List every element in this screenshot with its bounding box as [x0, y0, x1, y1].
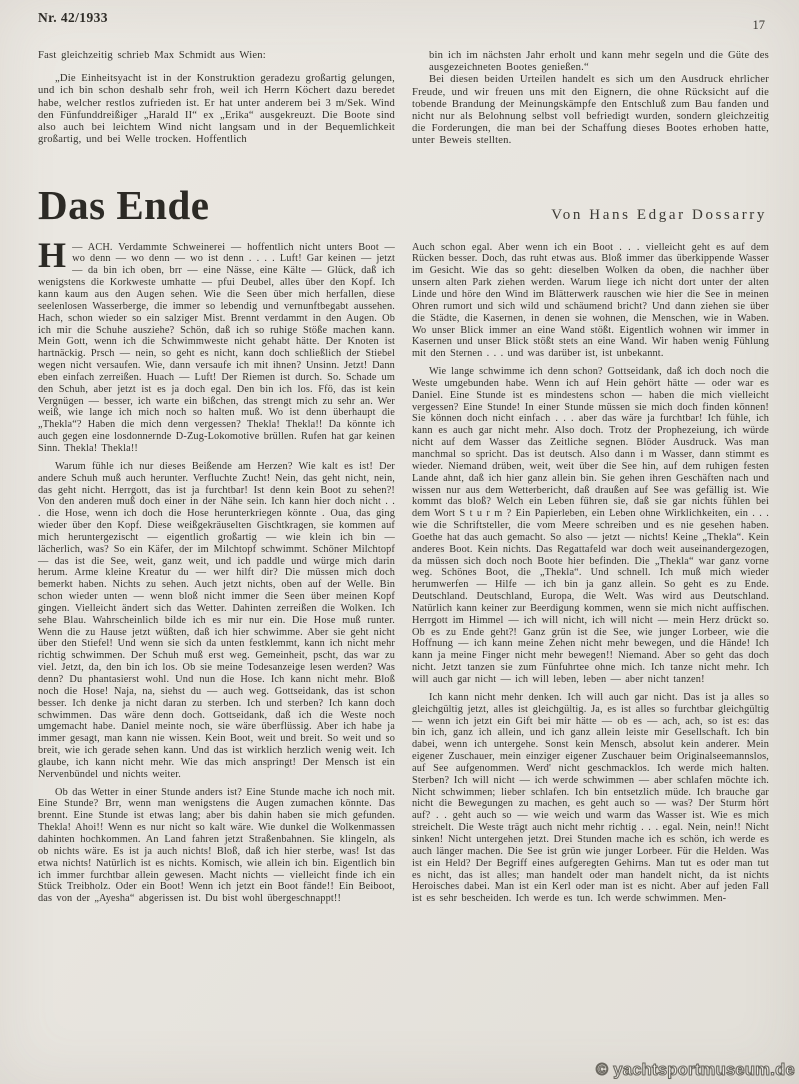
article-body [38, 234, 769, 911]
issue-number: Nr. 42/1933 [38, 10, 108, 25]
paragraph-text: — ACH. Verdammte Schweinerei — hoffentlich nicht unters Boot — wo denn — wo denn — wo ist denn . . . . Luft! Gar keinen — jetzt — da bin ich oben, brr — eine Nässe, eine Kälte — Glück, daß ich wenigstens die Korkweste umhatte — pfui Deubel, alles über den Kopf. Ich kann kaum aus den Augen sehen. Wie die Seen über mich herfallen, diese seelenlosen Wasserberge, die immer so lebendig und vernunftbegabt aussehen. Hach, schon wieder so ein salziger Mist. Brennt verdammt in den Augen. Ob ich mir die Schuhe ausziehe? Schön, daß ich so ruhige Stöße machen kann. Mein Gott, wenn ich die Schwimmweste nicht gehabt hätte. Der Knoten ist hartnäckig. Prsch — nein, so geht es nicht, kann doch schließlich der Stiebel wegen nicht versaufen. Wie, dann versaufe ich mit ihnen? Unsinn. Jetzt! Dann eben einfach zerreißen. Huach — Luft! Der Riemen ist durch. So. Schade um den Schuh, aber jetzt ist es ja doch egal. Den bin ich los. Ffö, das ist kein Vergnügen — besser, ich warte ein bißchen, das strengt mich zu sehr an. Wer weiß, wie lange ich mich noch so halten muß. Wo ist denn überhaupt die „Thekla“? Haben die mich denn vergessen? Thekla! Thekla!! Da könnte ich auch gegen eine losdonnernde D-Zug-Lokomotive brüllen. Rufen hat gar keinen Sinn. Thekla! Thekla!! [38, 241, 395, 454]
article-left-column [38, 234, 395, 911]
drop-cap: H [38, 234, 67, 275]
watermark-credit: © yachtsportmuseum.de [595, 1061, 795, 1079]
intro-closing-paragraph: Bei diesen beiden Urteilen handelt es sich um den Ausdruck ehrlicher Freude, und wir freuen uns mit den Eignern, die ohne Rücksicht auf die tobende Brandung der Meinungskämpfe den Entschluß zum Bau fanden und nicht nur als Belohnung selbst voll befriedigt wurden, sondern gleichzeitig die Forderungen, die man bei der Schaffung dieses Bootes erhoben hatte, unter Beweis stellten. [412, 74, 769, 147]
intro-lead-line: Fast gleichzeitig schrieb Max Schmidt aus Wien: [38, 50, 266, 61]
article-title: Das Ende [38, 181, 210, 228]
article-byline: Von Hans Edgar Dossarry [551, 206, 767, 223]
article-right-column [412, 242, 769, 911]
intro-section [38, 50, 769, 148]
page-header [38, 10, 769, 33]
article-title-row [38, 181, 769, 229]
paragraph: Warum fühle ich nur dieses Beißende am Herzen? Wie kalt es ist! Der andere Schuh muß auch herunter. Verfluchte Zucht! Nein, das geht nicht, nein, das geht nicht. Herrgott, das ist ja furchtbar! Ist denn kein Boot zu sehen?! Von den anderen muß doch einer in der Nähe sein. Ich kann hier doch nicht . . . die Hose, wenn ich doch die Hose herunterkriegen könnte . Oua, das ging wieder über den Kopf. Diese weißgekräuselten Gischtkragen, sie kommen auf mich heruntergezischt — eigentlich großartig — wie klein ich bin — lächerlich, was? So ein Käfer, der im Milchtopf schwimmt. Schöner Milchtopf — das ist die See, weit, ganz weit, und ich paddle und würge mich darin herum. Arme kleine Kreatur du — wer hilft dir? Die müssen mich doch bemerkt haben. Nichts zu sehen. Auch jetzt nichts, oben auf der Welle. Bin schon wieder unten — wenn bloß nicht immer die Seen über meinen Kopf gingen. Vielleicht ändert sich das Wetter. Dahinten zerreißen die Wolken. Ich sehe Blau. Wahrscheinlich bilde ich es mir nur ein. Die Hose muß runter. Wenn die zu Hause jetzt wüßten, daß ich hier schwimme. Aber sie geht nicht über den Stiefel! Und wenn sie sich da unten festklemmt, kann ich nicht mehr richtig schwimmen. Der Schuh muß erst weg. Gemeinheit, pscht, das war zu viel. Jetzt, da, den bin ich los. Ob sie meine Todesanzeige lesen werden? Was denn? Du phantasierst wohl. Und nun die Hose. Ich kann nicht mehr. Bloß noch die Hose! Naja, na, siehst du — auch weg. Gottseidank, das ist schon besser. Ich denke ja nicht daran zu sterben. Ich und sterben? Ich kann doch schwimmen. Das wäre denn doch. Gottseidank, daß ich die Weste noch umgemacht habe. Daniel meinte noch, sie wäre überflüssig. Aber ich habe ja immer gesagt, man kann nie wissen. Kein Boot, weit und breit. So weit und so breit, wie ich gerade sehen kann. Und das ist wirklich herzlich wenig weit. Ich glaube, ich kann nicht mehr. Wie das mich anspringt! Der Mensch ist ein Nervenbündel und nichts weiter. [38, 460, 395, 780]
paragraph-with-dropcap [38, 234, 395, 455]
page-number: 17 [752, 18, 765, 32]
paragraph: Ich kann nicht mehr denken. Ich will auch gar nicht. Das ist ja alles so gleichgültig jetzt, alles ist gleichgültig. Ja, es ist alles so furchtbar gleichgültig — wenn ich jetzt ein Gift bei mir hätte — ob es — ach, ach, so ist es: das bin ich, ganz ich allein, und ich ganz allein leiste mir Gesellschaft. Ich bin dabei, wenn ich untergehe. Sonst kein Mensch, absolut kein anderer. Mein eigener Zuschauer, mein einziger eigener Zuschauer beim Originalseemannslos, auf See aufgenommen. Werd' nicht geschmacklos. Ich werde mich halten. Sterben? Ich will nicht — ich werde schwimmen — aber schlafen möchte ich. Nicht schwimmen; lieber schlafen. Ich bin entsetzlich müde. Ich brauche gar nicht die Bewegungen zu machen, es geht auch so — was? Der Sturm hört auf? . . geht auch so — wie weich und warm das Wasser ist. Wie es mich streichelt. Die Weste trägt auch nicht mehr richtig . . . egal. Nein, nein!! Nicht sinken! Nicht untergehen jetzt. Drei Stunden mache ich es schön, ich werde es auch länger machen. Die See ist grün wie junger Lorbeer. Für die Helden. Was ist ein Held? Der Begriff eines aufgeregten Gehirns. Man tut es oder man tut es nicht, das ist alles; man handelt oder man handelt nicht, da ist nichts Heroisches dabei. Man ist ein Kerl oder man ist es nicht. Aber auf jeden Fall ist es sehr bescheiden. Ich werde es tun. Ich werde schwimmen. Men- [412, 691, 769, 905]
paragraph: Auch schon egal. Aber wenn ich ein Boot . . . vielleicht geht es auf dem Rücken besser. Doch, das ruht etwas aus. Bloß immer das überkippende Wasser im Gesicht. Wie das so geht: dieselben Wolken da oben, die nachher über unsern alten Park ziehen werden. Warum liege ich nicht dort unter der alten Linde und höre den Wind im Blätterwerk rauschen wie hier die See in meinen Ohren rumort und sich wild und schäumend bricht? Und dann ziehen sie über die Städte, die Kasernen, in denen sie wohnen, die Menschen, wie in Waben. Wo unser Blick immer an eine Wand stößt. Eigentlich wohnen wir immer in Kasernen und unser Blick stößt stets an eine Wand. Wir haben wenig Fühlung mit den Sternen . . . und was darüber ist, ist unbekannt. [412, 241, 769, 360]
schmidt-quote: „Die Einheitsyacht ist in der Konstruktion geradezu großartig gelungen, und ich bin schon deshalb sehr froh, weil ich Herrn Köchert dazu beredet habe, welcher restlos zufrieden ist. Er hat unter anderem bei 3 m/Sek. Wind den Fünfunddreißiger „Harald II“ ex „Erika“ ausgekreuzt. Die Boote sind also auch bei leichtem Wind nicht langsam und in der Bequemlichkeit großartig, und bei Welle trocken. Hoffentlich [38, 73, 395, 146]
schmidt-quote-continuation: bin ich im nächsten Jahr erholt und kann mehr segeln und die Güte des ausgezeichneten Bootes genießen.“ [429, 50, 769, 74]
paragraph: Wie lange schwimme ich denn schon? Gottseidank, daß ich doch noch die Weste umgebunden habe. Wenn ich auf Hein gehört hätte — oder war es Daniel. Eine Stunde ist es mindestens schon — haben die mich vielleicht vergessen? Eine Stunde! In einer Stunde müssen sie mich doch finden können! Sie können doch nicht einfach . . . aber das wäre ja furchtbar! Ich fühle, ich kann es auch gar nicht mehr. Also doch. Trotz der Prophezeiung, ich würde nicht auf dem Wasser das Zeitliche segnen. Blöder Ausdruck. Was man manchmal so spricht. Das ist deutsch. Also dann i m Wasser, dann stimmt es wieder. Niemand drüben, weit, weit über die See hin, auf dem ruhigen festen Lande ahnt, daß ich hier ganz allein bin. Sie gehen ihren Geschäften nach und wissen nur aus dem Wetterbericht, daß draußen auf See was gefällig ist. Wie kommt das bloß? Welch ein Leben führen sie, daß sie gar nichts fühlen bei dem Wort S t u r m ? Ein Papierleben, ein Leben ohne Wirklichkeiten, ein . . . wie die Schriftsteller, die vom Meere schreiben und es nie gesehen haben. Goethe hat das auch gemacht. So also — jetzt — nichts! Keine „Thekla“. Kein anderes Boot. Kein nichts. Das Regattafeld war doch weit auseinandergezogen, da müssen sich doch noch Boote hier befinden. Die „Thekla“ war ganz vorne weg. Schönes Boot, die „Thekla“. Und schnell. Ich muß mich wieder herumwerfen — Hilfe — ich bin ja ganz allein. So geht es zu Ende. Deutschland. Deutschland, Europa, die Welt. Was wird aus Deutschland. Natürlich kann keiner zur Beerdigung kommen, wenn sie mich nicht auffischen. Herrgott im Himmel — ich will nicht, ich will nicht — mein Herz drückt so. Ob es zu Ende geht?! Ganz grün ist die See, wie junger Lorbeer, wie die Hoffnung — ich kann meine Zehen nicht mehr bewegen, und die Hände! Ich kann ja meine Finger nicht mehr bewegen!! Niemand. Aber so geht das doch nicht. Jetzt tanzen sie zum Fünfuhrtee ohne mich. Ich tanze nicht mehr. Ich will auch gar nicht — ich will leben, leben — aber nicht tanzen! [412, 366, 769, 685]
intro-left-column [38, 50, 395, 148]
paragraph: Ob das Wetter in einer Stunde anders ist? Eine Stunde mache ich noch mit. Eine Stunde? Brr, wenn man wenigstens die Augen zumachen könnte. Das brennt. Eine Stunde ist etwas lang; aber bis dahin haben sie mich gefunden. Thekla! Ahoi!! Wenn es nur nicht so kalt wäre. Wie dunkel die Wolkenmassen dahinten hochkommen. An Land fahren jetzt Straßenbahnen. Sie klingeln, als ob nichts wäre. Es ist ja auch nichts! Bloß, daß ich hier sterbe, was! Ist das etwa nichts! Natürlich ist es nichts. Komisch, wie allein ich bin. Eigentlich bin ich immer furchtbar allein gewesen. Macht nichts — vielleicht finde ich ein Stück Treibholz. Oder ein Boot! Wenn ich jetzt ein Boot fände!! Ein Beiboot, das von der „Ayesha“ abgerissen ist. Du bist wohl übergeschnappt!! [38, 786, 395, 905]
intro-right-column [412, 50, 769, 148]
